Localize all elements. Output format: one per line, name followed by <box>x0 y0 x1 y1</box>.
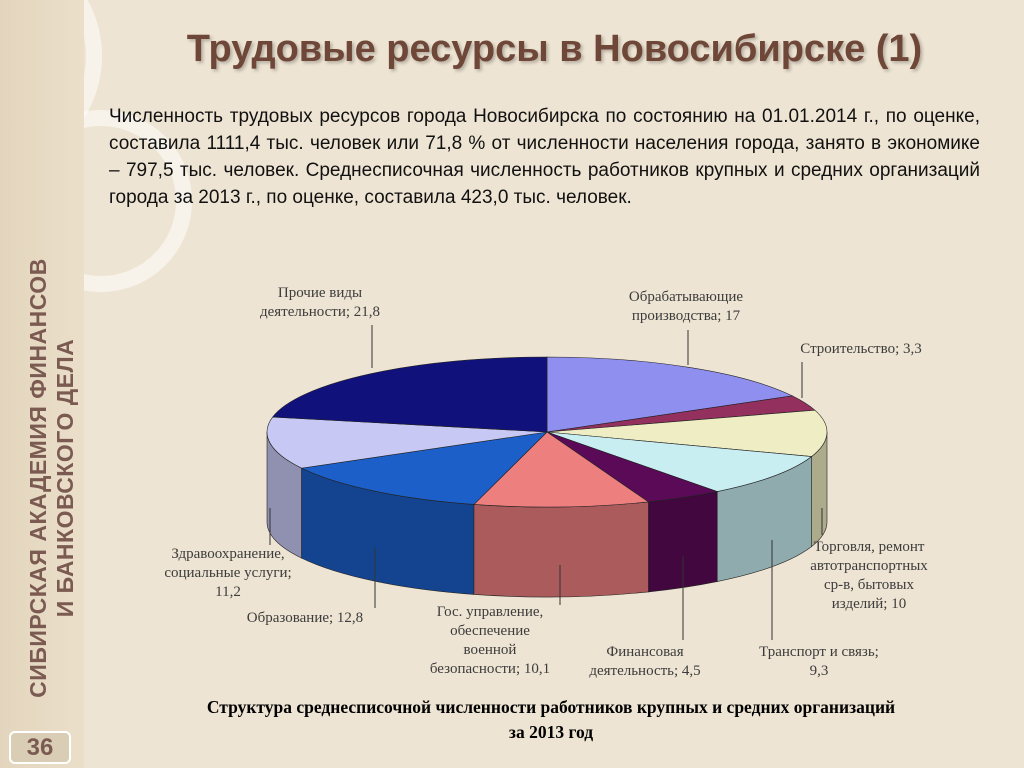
pie-slice-side <box>474 502 648 597</box>
pie-label <box>629 288 743 326</box>
pie-label <box>810 538 928 614</box>
pie-label-line: 11,2 <box>215 584 241 600</box>
pie-label-line: социальные услуги; <box>164 565 292 581</box>
pie-label-line: Гос. управление, <box>436 604 544 620</box>
slide-title: Трудовые ресурсы в Новосибирске (1) <box>186 28 923 70</box>
pie-label <box>800 340 921 359</box>
pie-label-line: Финансовая <box>606 644 684 660</box>
pie-label-line: ср-в, бытовых <box>824 577 914 593</box>
page-number-badge: 36 <box>9 731 71 764</box>
pie-label <box>260 284 380 322</box>
pie-label-line: автотранспортных <box>810 558 928 574</box>
pie-label-line: изделий; 10 <box>831 596 907 612</box>
pie-label-line: 9,3 <box>809 663 829 679</box>
pie-label-line: Здравоохранение, <box>171 546 285 562</box>
pie-label-line: военной <box>463 642 517 658</box>
pie-label-line: производства; 17 <box>631 308 741 324</box>
pie-label-line: безопасности; 10,1 <box>429 661 551 677</box>
pie-label <box>589 643 700 681</box>
pie-label-line: Прочие виды <box>277 285 363 301</box>
side-vertical-text: СИБИРСКАЯ АКАДЕМИЯ ФИНАНСОВ И БАНКОВСКОГО ДЕЛА <box>25 258 78 698</box>
pie-label-line: Торговля, ремонт <box>813 539 925 555</box>
body-paragraph: Численность трудовых ресурсов города Новосибирска по состоянию на 01.01.2014 г., по оценке, составила 1111,4 тыс. человек или 71,8 % от численности населения города, занято в экономике – 797,5 тыс. человек. Среднесписочная численность работников крупных и средних организаций города за 2013 г., по оценке, составила 423,0 тыс. человек. <box>109 106 980 208</box>
chart-caption: Структура среднесписочной численности работников крупных и средних организаций за 2013 год <box>206 697 896 742</box>
pie-label-line: деятельности; 21,8 <box>259 304 381 320</box>
pie-label-line: обеспечение <box>450 623 530 639</box>
pie-label-line: Транспорт и связь; <box>759 644 879 660</box>
pie-top-group <box>267 357 827 507</box>
pie-label <box>164 545 291 602</box>
pie-label-line: Обрабатывающие <box>628 289 744 305</box>
pie-label <box>247 609 363 628</box>
pie-label-line: деятельность; 4,5 <box>589 663 701 679</box>
pie-label <box>430 603 550 679</box>
pie-label-line: Строительство; 3,3 <box>800 341 922 357</box>
pie-label <box>759 643 879 681</box>
pie-label-line: Образование; 12,8 <box>246 610 364 626</box>
